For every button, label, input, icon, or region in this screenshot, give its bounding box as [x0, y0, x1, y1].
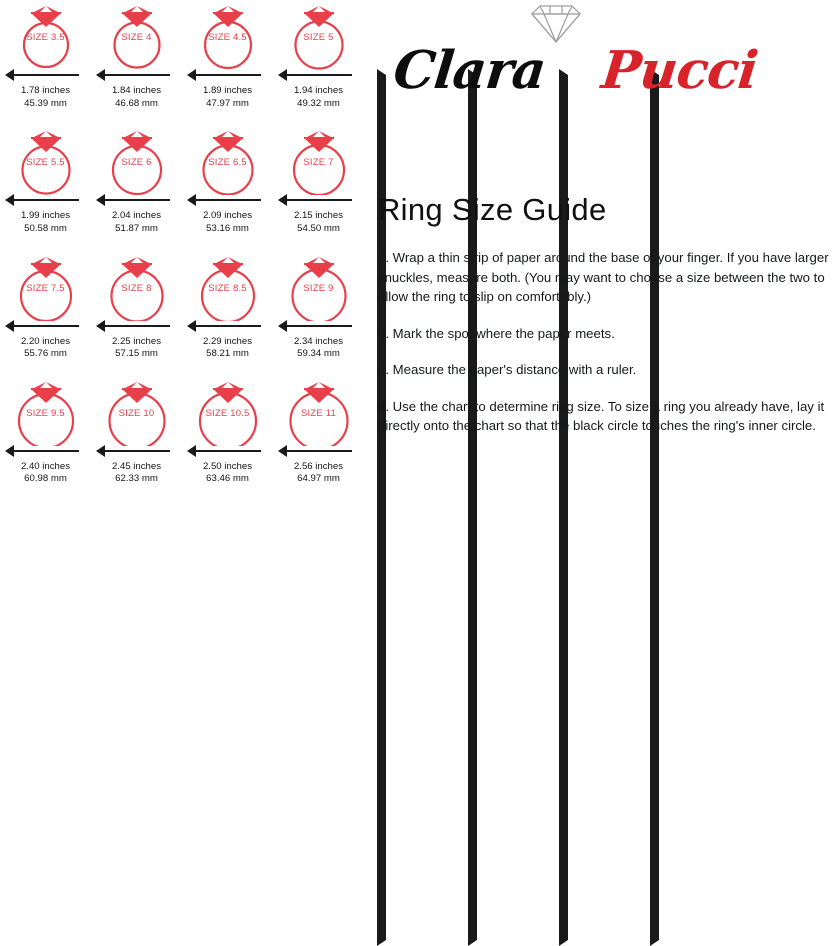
width-arrow-icon — [96, 69, 178, 81]
brand-name-first: Clara — [390, 40, 549, 101]
ring-diagram-icon — [189, 127, 267, 195]
ring-measurements — [273, 461, 364, 486]
width-arrow-icon — [187, 320, 269, 332]
ring-diagram-icon — [98, 2, 176, 70]
ring-size-label: SIZE 10.5 — [205, 407, 250, 419]
width-arrow-icon — [278, 320, 360, 332]
ring-mm: 49.32 mm — [297, 97, 340, 109]
ring-size-label: SIZE 10 — [118, 407, 155, 419]
ring-diagram-icon — [189, 253, 267, 321]
ring-size-cell — [91, 376, 182, 501]
ring-diagram-icon — [189, 2, 267, 70]
ring-size-cell — [182, 125, 273, 250]
ring-mm: 51.87 mm — [115, 222, 158, 234]
instruction-step: 1. Wrap a thin strip of paper around the base of your finger. If you have larger knuckles, measure both. (You may want to choose a size between the two to allow the ring to slip on comfortably.) — [378, 250, 829, 304]
ring-size-cell — [273, 125, 364, 250]
width-arrow-icon — [5, 69, 87, 81]
ring-size-label: SIZE 11 — [300, 407, 337, 419]
ring-size-label: SIZE 5.5 — [26, 157, 65, 169]
ring-measurements — [182, 461, 273, 486]
ring-diagram-icon — [7, 378, 85, 446]
ring-size-label: SIZE 9 — [303, 282, 334, 294]
ring-mm: 60.98 mm — [24, 473, 67, 485]
ring-size-label: SIZE 8.5 — [208, 282, 247, 294]
width-arrow-icon — [5, 445, 87, 457]
ring-size-cell — [273, 0, 364, 125]
ring-inches: 2.25 inches — [111, 335, 162, 347]
ring-inches: 2.15 inches — [293, 210, 344, 222]
ring-measurements — [182, 210, 273, 235]
ring-inches: 2.29 inches — [202, 335, 253, 347]
chart-row — [0, 376, 364, 501]
ring-size-chart — [0, 0, 364, 501]
width-arrow-icon — [5, 194, 87, 206]
width-arrow-icon — [5, 320, 87, 332]
width-arrow-icon — [278, 69, 360, 81]
ring-mm: 53.16 mm — [206, 222, 249, 234]
ring-inches: 1.99 inches — [20, 210, 71, 222]
ring-measurements — [273, 336, 364, 361]
ring-mm: 47.97 mm — [206, 97, 249, 109]
width-arrow-icon — [96, 445, 178, 457]
ring-size-label: SIZE 7.5 — [26, 282, 65, 294]
width-arrow-icon — [187, 69, 269, 81]
ring-inches: 1.94 inches — [293, 85, 344, 96]
ring-size-cell — [273, 251, 364, 376]
ring-mm: 54.50 mm — [297, 222, 340, 234]
ring-diagram-icon — [280, 253, 358, 321]
ring-measurements — [273, 210, 364, 235]
ring-measurements — [273, 85, 364, 110]
ring-diagram-icon — [98, 253, 176, 321]
ring-diagram-icon — [7, 2, 85, 70]
ring-size-cell — [273, 376, 364, 501]
ring-measurements — [0, 336, 91, 361]
ring-measurements — [0, 85, 91, 110]
brand-wordmark — [380, 24, 820, 100]
width-arrow-icon — [278, 194, 360, 206]
ring-size-label: SIZE 3.5 — [26, 32, 65, 43]
ring-size-label: SIZE 8 — [121, 282, 152, 294]
ring-inches: 2.40 inches — [20, 460, 71, 472]
ring-measurements — [91, 210, 182, 235]
ring-size-label: SIZE 9.5 — [26, 407, 65, 419]
instruction-step: 2. Mark the spot where the paper meets. — [378, 325, 615, 341]
ring-diagram-icon — [98, 127, 176, 195]
ring-size-cell — [91, 251, 182, 376]
ring-inches: 2.56 inches — [293, 460, 344, 472]
width-arrow-icon — [96, 320, 178, 332]
ring-measurements — [91, 461, 182, 486]
ring-inches: 1.78 inches — [20, 85, 71, 96]
brand-underline — [400, 106, 700, 109]
ring-mm: 63.46 mm — [206, 473, 249, 485]
ring-size-cell — [0, 125, 91, 250]
ring-inches: 1.84 inches — [111, 85, 162, 96]
ring-size-cell — [0, 376, 91, 501]
width-arrow-icon — [187, 445, 269, 457]
instruction-step: 3. Measure the paper's distance with a ruler. — [378, 362, 637, 377]
brand-logo — [380, 2, 820, 102]
ring-inches: 2.50 inches — [202, 460, 253, 472]
ring-measurements — [0, 210, 91, 235]
width-arrow-icon — [187, 194, 269, 206]
ring-diagram-icon — [280, 2, 358, 70]
chart-row — [0, 0, 364, 125]
ring-mm: 57.15 mm — [115, 348, 158, 359]
chart-row — [0, 125, 364, 250]
page-title: Ring Size Guide — [378, 192, 607, 227]
ring-size-cell — [0, 251, 91, 376]
ring-diagram-icon — [189, 378, 267, 446]
ring-size-label: SIZE 4.5 — [208, 32, 247, 43]
ring-mm: 55.76 mm — [24, 348, 67, 359]
ring-size-label: SIZE 5 — [303, 32, 334, 43]
ring-size-cell — [182, 376, 273, 501]
ring-mm: 64.97 mm — [297, 473, 340, 485]
width-arrow-icon — [96, 194, 178, 206]
ring-mm: 46.68 mm — [115, 97, 158, 109]
ring-mm: 58.21 mm — [206, 348, 249, 359]
width-arrow-icon — [278, 445, 360, 457]
ring-mm: 45.39 mm — [24, 97, 67, 109]
guide-panel — [372, 0, 839, 501]
ring-size-cell — [182, 0, 273, 125]
ring-size-label: SIZE 6 — [121, 157, 152, 169]
ring-measurements — [182, 85, 273, 110]
ring-measurements — [91, 85, 182, 110]
ring-size-cell — [91, 0, 182, 125]
ring-inches: 2.20 inches — [20, 335, 71, 347]
ring-measurements — [91, 336, 182, 361]
ring-size-label: SIZE 7 — [303, 157, 334, 169]
ring-inches: 2.45 inches — [111, 460, 162, 472]
ring-diagram-icon — [7, 253, 85, 321]
ring-diagram-icon — [98, 378, 176, 446]
ring-size-label: SIZE 4 — [121, 32, 152, 43]
ring-inches: 2.34 inches — [293, 335, 344, 347]
brand-name-second: Pucci — [598, 40, 761, 101]
ring-diagram-icon — [280, 127, 358, 195]
ring-size-label: SIZE 6.5 — [208, 157, 247, 169]
chart-row — [0, 251, 364, 376]
instructions-list — [378, 248, 830, 436]
instruction-step: 4. Use the chart to determine ring size. To size a ring you already have, lay it directly onto the chart so that the black circle touches the ring's inner circle. — [378, 398, 825, 433]
ring-mm: 62.33 mm — [115, 473, 158, 485]
ring-inches: 2.04 inches — [111, 210, 162, 222]
ring-mm: 50.58 mm — [24, 222, 67, 234]
ring-diagram-icon — [7, 127, 85, 195]
ring-size-cell — [0, 0, 91, 125]
ring-mm: 59.34 mm — [297, 348, 340, 359]
ring-inches: 1.89 inches — [202, 85, 253, 96]
ring-size-cell — [182, 251, 273, 376]
ring-diagram-icon — [280, 378, 358, 446]
ring-measurements — [0, 461, 91, 486]
ring-measurements — [182, 336, 273, 361]
ring-size-cell — [91, 125, 182, 250]
ring-inches: 2.09 inches — [202, 210, 253, 222]
